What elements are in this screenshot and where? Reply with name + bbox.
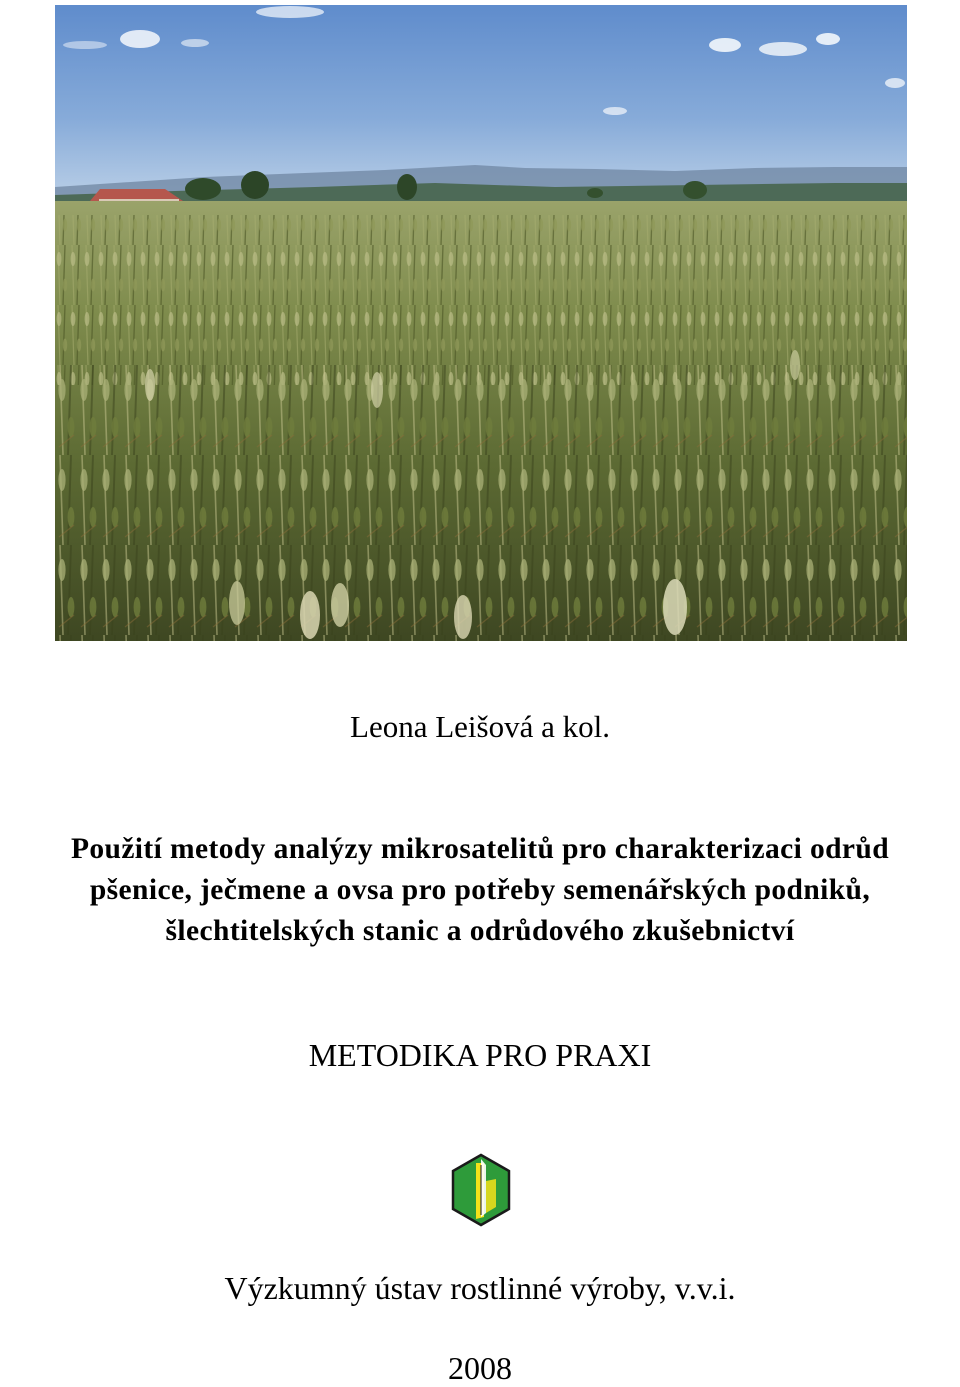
document-subtitle: METODIKA PRO PRAXI (308, 1037, 652, 1073)
authors-text: Leona Leišová a kol. (350, 709, 610, 744)
title-line-3: šlechtitelských stanic a odrůdového zkušebnictví (165, 915, 795, 947)
title-line-2: pšenice, ječmene a ovsa pro potřeby semenářských podniků, (89, 874, 871, 906)
title-line-1: Použití metody analýzy mikrosatelitů pro charakterizaci odrůd (70, 833, 890, 865)
institute-name: Výzkumný ústav rostlinné výroby, v.v.i. (224, 1270, 736, 1306)
wheat-field-image (55, 5, 907, 641)
cover-photo (55, 5, 907, 641)
document-title (0, 829, 960, 952)
publication-year: 2008 (448, 1350, 512, 1386)
authors (0, 706, 960, 748)
institute-logo-icon (450, 1153, 512, 1227)
